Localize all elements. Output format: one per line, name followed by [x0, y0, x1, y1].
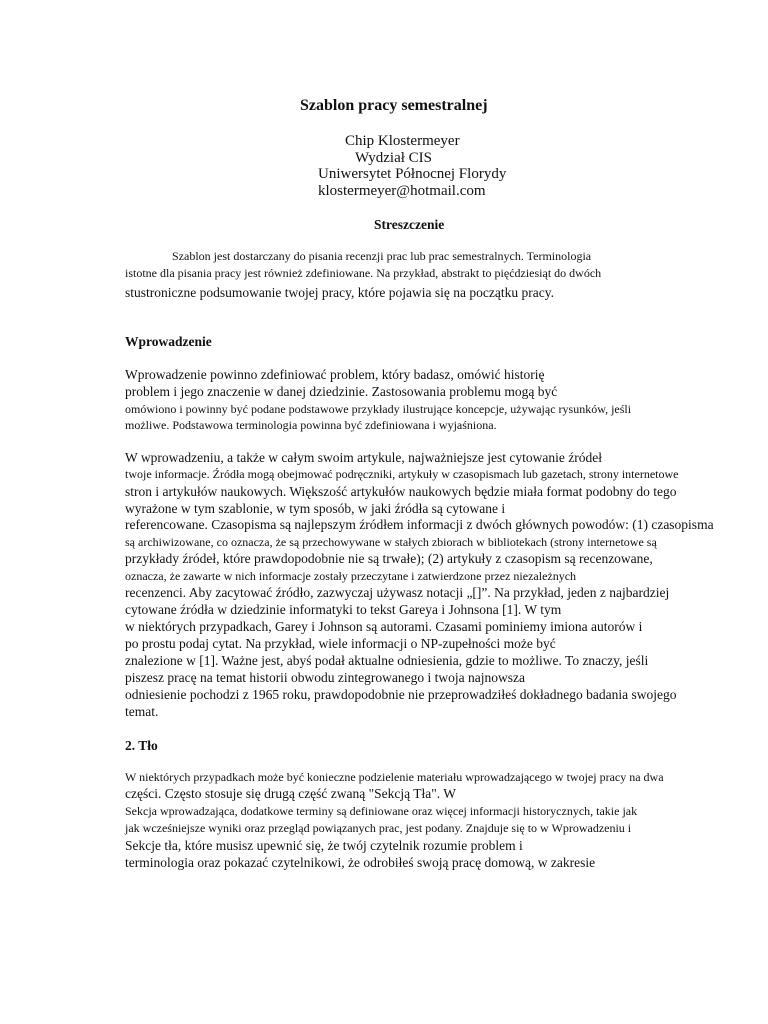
intro-p1-line: omówiono i powinny być podane podstawowe przykłady ilustrujące koncepcje, używając rysunków, jeśli	[125, 402, 632, 416]
intro-p2-line: odniesienie pochodzi z 1965 roku, prawdopodobnie nie przeprowadziłeś dokładnego badania swojego	[125, 687, 677, 702]
intro-p2-line: znalezione w [1]. Ważne jest, abyś podał aktualne odniesienia, gdzie to możliwe. To znaczy, jeśli	[125, 653, 649, 668]
intro-p2-line: stron i artykułów naukowych. Większość artykułów naukowych będzie miała format podobny do tego	[125, 484, 677, 499]
intro-p1-line: możliwe. Podstawowa terminologia powinna być zdefiniowana i wyjaśniona.	[125, 418, 497, 432]
intro-p2-line: są archiwizowane, co oznacza, że są przechowywane w stałych zbiorach w bibliotekach (strony internetowe są	[125, 535, 657, 549]
abstract-line: stustroniczne podsumowanie twojej pracy, które pojawia się na początku pracy.	[125, 285, 554, 300]
intro-heading: Wprowadzenie	[125, 334, 212, 349]
intro-p2-line: oznacza, że zawarte w nich informacje zostały przeczytane i zatwierdzone przez niezależnych	[125, 569, 577, 583]
background-heading: 2. Tło	[125, 738, 158, 753]
background-line: jak wcześniejsze wyniki oraz przegląd powiązanych prac, jest podany. Znajduje się to w Wprowadzeniu i	[125, 821, 632, 835]
abstract-line: Szablon jest dostarczany do pisania recenzji prac lub prac semestralnych. Terminologia	[172, 249, 592, 263]
intro-p2-line: temat.	[125, 704, 159, 719]
intro-p2-line: wyrażone w tym szablonie, w tym sposób, w jaki źródła są cytowane i	[125, 501, 506, 516]
background-line: W niektórych przypadkach może być konieczne podzielenie materiału wprowadzającego w twojej pracy na dwa	[125, 770, 664, 784]
intro-p2-line: piszesz pracę na temat historii obwodu zintegrowanego i twoja najnowsza	[125, 670, 525, 685]
background-line: terminologia oraz pokazać czytelnikowi, że odrobiłeś swoją pracę domową, w zakresie	[125, 855, 596, 870]
intro-p1-line: Wprowadzenie powinno zdefiniować problem, który badasz, omówić historię	[125, 367, 545, 382]
intro-p2-line: referencowane. Czasopisma są najlepszym źródłem informacji z dwóch głównych powodów: (1) czasopisma	[125, 517, 714, 532]
abstract-heading: Streszczenie	[374, 217, 445, 232]
background-line: części. Często stosuje się drugą część zwaną "Sekcją Tła". W	[125, 786, 457, 801]
author-department: Wydział CIS	[355, 150, 432, 166]
background-line: Sekcja wprowadzająca, dodatkowe terminy są definiowane oraz więcej informacji historycznych, takie jak	[125, 804, 638, 818]
paper-title: Szablon pracy semestralnej	[300, 97, 488, 114]
intro-p2-line: W wprowadzeniu, a także w całym swoim artykule, najważniejsze jest cytowanie źródeł	[125, 450, 602, 465]
author-email: klostermeyer@hotmail.com	[318, 183, 486, 199]
abstract-line: istotne dla pisania pracy jest również zdefiniowane. Na przykład, abstrakt to pięćdziesiąt do dwóch	[125, 266, 602, 280]
intro-p1-line: problem i jego znaczenie w danej dziedzinie. Zastosowania problemu mogą być	[125, 384, 558, 399]
intro-p2-line: po prostu podaj cytat. Na przykład, wiele informacji o NP-zupełności może być	[125, 636, 556, 651]
intro-p2-line: cytowane źródła w dziedzinie informatyki to tekst Gareya i Johnsona [1]. W tym	[125, 602, 562, 617]
author-university: Uniwersytet Północnej Florydy	[318, 166, 507, 182]
intro-p2-line: recenzenci. Aby zacytować źródło, zazwyczaj używasz notacji „[]”. Na przykład, jeden z najbardziej	[125, 585, 670, 600]
background-line: Sekcje tła, które musisz upewnić się, że twój czytelnik rozumie problem i	[125, 838, 523, 853]
intro-p2-line: twoje informacje. Źródła mogą obejmować podręczniki, artykuły w czasopismach lub gazetach, strony internetowe	[125, 467, 679, 481]
intro-p2-line: przykłady źródeł, które prawdopodobnie nie są trwałe); (2) artykuły z czasopism są recenzowane,	[125, 551, 653, 566]
intro-p2-line: w niektórych przypadkach, Garey i Johnson są autorami. Czasami pominiemy imiona autorów i	[125, 619, 643, 634]
author-name: Chip Klostermeyer	[345, 133, 460, 149]
